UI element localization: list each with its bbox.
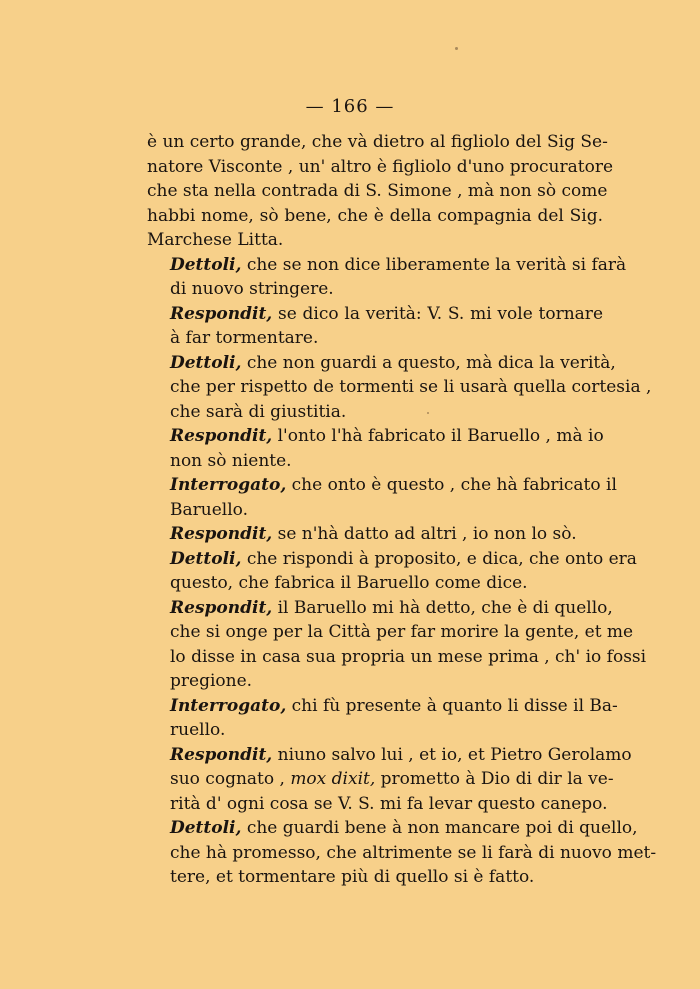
text-line <box>147 155 614 180</box>
speaker-label: Interrogato, <box>170 475 287 495</box>
text-line <box>147 473 617 498</box>
text-segment: niuno salvo lui , et io, et Pietro Gerolamo <box>272 744 632 765</box>
text-segment: di nuovo stringere. <box>170 279 334 299</box>
paragraph <box>147 253 627 302</box>
paragraph <box>147 547 637 596</box>
paragraph <box>147 522 603 547</box>
paragraph <box>147 302 603 351</box>
text-segment: questo, che fabrica il Baruello come dice. <box>170 573 528 593</box>
text-line <box>147 400 603 425</box>
text-line <box>147 694 618 719</box>
text-segment: non sò niente. <box>170 450 292 471</box>
speaker-label: Respondit, <box>170 524 273 544</box>
text-segment: l'onto l'hà fabricato il Baruello , mà io <box>272 426 604 446</box>
speaker-label: Respondit, <box>170 426 273 446</box>
speaker-label: Interrogato, <box>170 695 287 716</box>
body-text <box>147 130 657 890</box>
text-line <box>147 522 603 547</box>
text-line <box>147 130 608 155</box>
text-segment: Baruello. <box>170 499 248 520</box>
text-segment: che sta nella contrada di S. Simone , mà non sò come <box>147 181 608 201</box>
text-line <box>147 669 603 694</box>
speaker-label: Dettoli, <box>170 352 242 373</box>
text-line <box>147 302 603 327</box>
text-line <box>147 767 614 792</box>
text-line <box>147 571 603 596</box>
paragraph <box>147 351 652 425</box>
paragraph <box>147 596 647 694</box>
speaker-label: Dettoli, <box>170 548 242 569</box>
text-segment: pregione. <box>170 671 253 691</box>
text-segment: che hà promesso, che altrimente se li farà di nuovo met- <box>170 842 657 863</box>
text-line <box>147 620 634 645</box>
text-segment: che se non dice liberamente la verità si farà <box>241 254 627 275</box>
text-segment: à far tormentare. <box>170 328 319 348</box>
text-segment: rità d' ogni cosa se V. S. mi fa levar questo canepo. <box>170 793 608 814</box>
text-segment: lo disse in casa sua propria un mese prima , ch' io fossi <box>170 646 647 667</box>
text-segment: che per rispetto de tormenti se li usarà quella cortesia , <box>170 377 652 397</box>
speaker-label: Respondit, <box>170 303 273 324</box>
text-line <box>147 228 603 253</box>
text-line <box>147 449 603 474</box>
text-line <box>147 718 603 743</box>
page-number: — 166 — <box>305 96 395 117</box>
text-segment: è un certo grande, che và dietro al figliolo del Sig Se- <box>147 132 608 152</box>
paragraph <box>147 130 614 253</box>
text-line <box>147 547 637 572</box>
speaker-label: Dettoli, <box>170 818 242 838</box>
text-segment: che onto è questo , che hà fabricato il <box>286 475 617 495</box>
text-segment: prometto à Dio di dir la ve- <box>375 769 614 789</box>
paragraph <box>147 743 632 817</box>
text-line <box>147 375 652 400</box>
paper-speck <box>455 47 458 50</box>
text-segment: tere, et tormentare più di quello si è fatto. <box>170 867 535 887</box>
text-segment: che rispondi à proposito, e dica, che onto era <box>241 548 637 569</box>
text-segment: suo cognato , <box>170 769 291 789</box>
text-segment: natore Visconte , un' altro è figliolo d'uno procuratore <box>147 156 614 177</box>
speaker-label: Dettoli, <box>170 254 242 275</box>
speaker-label: Respondit, <box>170 597 273 618</box>
text-line <box>147 351 616 376</box>
text-line <box>147 424 603 449</box>
paragraph <box>147 473 617 522</box>
paragraph <box>147 424 603 473</box>
text-line <box>147 743 632 768</box>
text-segment: se n'hà datto ad altri , io non lo sò. <box>272 524 577 544</box>
text-segment: habbi nome, sò bene, che è della compagnia del Sig. <box>147 205 603 226</box>
paragraph <box>147 694 618 743</box>
text-line <box>147 277 603 302</box>
text-segment: ruello. <box>170 720 226 740</box>
latin-phrase: mox dixit, <box>290 769 376 789</box>
text-line <box>147 498 603 523</box>
text-line <box>147 792 608 817</box>
text-line <box>147 841 657 866</box>
text-line <box>147 204 603 229</box>
text-line <box>147 326 603 351</box>
text-segment: che non guardi a questo, mà dica la verità, <box>241 352 616 373</box>
text-line <box>147 253 627 278</box>
text-line <box>147 596 613 621</box>
text-line <box>147 816 638 841</box>
text-segment: che sarà di giustitia. <box>170 401 347 422</box>
text-line <box>147 645 647 670</box>
text-segment: se dico la verità: V. S. mi vole tornare <box>272 303 603 324</box>
text-segment: che guardi bene à non mancare poi di quello, <box>241 818 638 838</box>
text-segment: il Baruello mi hà detto, che è di quello, <box>272 597 613 618</box>
speaker-label: Respondit, <box>170 744 273 765</box>
paragraph <box>147 816 657 890</box>
text-line <box>147 179 608 204</box>
text-line <box>147 865 603 890</box>
text-segment: Marchese Litta. <box>147 230 284 250</box>
text-segment: che si onge per la Città per far morire la gente, et me <box>170 622 634 642</box>
text-segment: chi fù presente à quanto li disse il Ba- <box>286 695 618 716</box>
